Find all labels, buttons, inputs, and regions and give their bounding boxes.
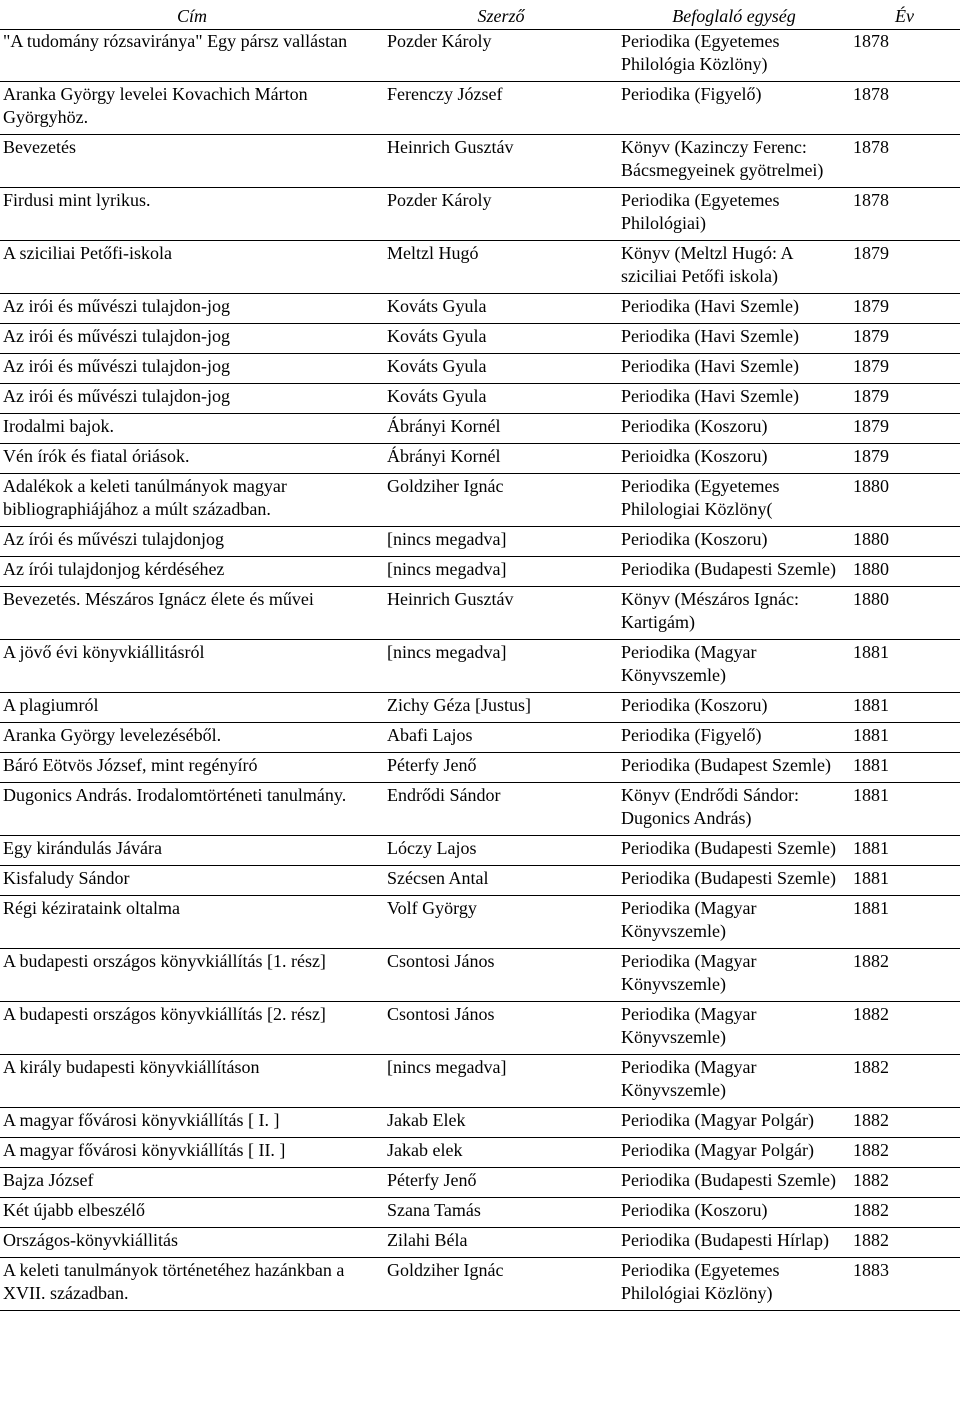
- cell-year: 1881: [850, 753, 960, 783]
- cell-container: Periodika (Magyar Könyvszemle): [618, 1002, 850, 1055]
- cell-year: 1880: [850, 474, 960, 527]
- cell-title: Bevezetés. Mészáros Ignácz élete és művei: [0, 587, 384, 640]
- cell-author: [nincs megadva]: [384, 1055, 618, 1108]
- table-row: [0, 324, 960, 354]
- cell-container: Periodika (Koszoru): [618, 527, 850, 557]
- table-row: [0, 1055, 960, 1108]
- table-row: [0, 1198, 960, 1228]
- cell-author: Zilahi Béla: [384, 1228, 618, 1258]
- table-row: [0, 753, 960, 783]
- bibliography-table: [0, 5, 960, 1311]
- cell-title: Régi kézirataink oltalma: [0, 896, 384, 949]
- cell-year: 1881: [850, 783, 960, 836]
- header-row: [0, 5, 960, 30]
- cell-container: Periodika (Egyetemes Philológiai Közlöny): [618, 1258, 850, 1311]
- cell-author: Péterfy Jenő: [384, 753, 618, 783]
- table-row: [0, 557, 960, 587]
- cell-author: Heinrich Gusztáv: [384, 587, 618, 640]
- cell-author: Csontosi János: [384, 1002, 618, 1055]
- cell-author: [nincs megadva]: [384, 557, 618, 587]
- cell-container: Periodika (Magyar Könyvszemle): [618, 640, 850, 693]
- cell-year: 1882: [850, 1138, 960, 1168]
- cell-author: Ábrányi Kornél: [384, 444, 618, 474]
- cell-year: 1882: [850, 1228, 960, 1258]
- table-body: [0, 30, 960, 1311]
- cell-author: Péterfy Jenő: [384, 1168, 618, 1198]
- cell-container: Periodika (Figyelő): [618, 723, 850, 753]
- cell-author: Kováts Gyula: [384, 384, 618, 414]
- table-row: [0, 1138, 960, 1168]
- cell-year: 1880: [850, 587, 960, 640]
- cell-title: Az írói és művészi tulajdonjog: [0, 527, 384, 557]
- cell-container: Könyv (Mészáros Ignác: Kartigám): [618, 587, 850, 640]
- cell-title: "A tudomány rózsavirányа" Egy pársz vallástan: [0, 30, 384, 82]
- table-row: [0, 82, 960, 135]
- table-row: [0, 188, 960, 241]
- cell-container: Periodika (Magyar Könyvszemle): [618, 896, 850, 949]
- cell-title: Két újabb elbeszélő: [0, 1198, 384, 1228]
- cell-author: Goldziher Ignác: [384, 1258, 618, 1311]
- cell-year: 1881: [850, 640, 960, 693]
- table-row: [0, 866, 960, 896]
- cell-container: Periodika (Koszoru): [618, 1198, 850, 1228]
- cell-year: 1881: [850, 866, 960, 896]
- cell-year: 1882: [850, 1055, 960, 1108]
- cell-author: Abafi Lajos: [384, 723, 618, 753]
- cell-title: Kisfaludy Sándor: [0, 866, 384, 896]
- cell-year: 1879: [850, 324, 960, 354]
- cell-container: Periodika (Budapesti Hírlap): [618, 1228, 850, 1258]
- cell-title: Országos-könyvkiállitás: [0, 1228, 384, 1258]
- cell-author: Csontosi János: [384, 949, 618, 1002]
- table-row: [0, 294, 960, 324]
- cell-container: Periodika (Koszoru): [618, 693, 850, 723]
- cell-title: Irodalmi bajok.: [0, 414, 384, 444]
- cell-container: Perioidka (Koszoru): [618, 444, 850, 474]
- table-row: [0, 1228, 960, 1258]
- cell-year: 1878: [850, 135, 960, 188]
- cell-container: Periodika (Budapesti Szemle): [618, 866, 850, 896]
- table-row: [0, 723, 960, 753]
- cell-year: 1879: [850, 294, 960, 324]
- cell-container: Periodika (Egyetemes Philológiai): [618, 188, 850, 241]
- cell-title: Aranka György levelezéséből.: [0, 723, 384, 753]
- cell-year: 1881: [850, 896, 960, 949]
- table-row: [0, 384, 960, 414]
- cell-container: Periodika (Budapesti Szemle): [618, 1168, 850, 1198]
- cell-year: 1879: [850, 444, 960, 474]
- cell-year: 1879: [850, 354, 960, 384]
- table-row: [0, 474, 960, 527]
- cell-container: Periodika (Budapesti Szemle): [618, 836, 850, 866]
- table-row: [0, 693, 960, 723]
- cell-title: Vén írók és fiatal óriások.: [0, 444, 384, 474]
- cell-title: A budapesti országos könyvkiállítás [2. rész]: [0, 1002, 384, 1055]
- header-year: Év: [850, 5, 960, 30]
- cell-container: Periodika (Magyar Polgár): [618, 1108, 850, 1138]
- cell-year: 1879: [850, 241, 960, 294]
- cell-year: 1879: [850, 414, 960, 444]
- table-row: [0, 896, 960, 949]
- cell-year: 1878: [850, 188, 960, 241]
- cell-title: Aranka György levelei Kovachich Márton Györgyhöz.: [0, 82, 384, 135]
- cell-author: Heinrich Gusztáv: [384, 135, 618, 188]
- cell-author: Szana Tamás: [384, 1198, 618, 1228]
- table-row: [0, 241, 960, 294]
- cell-year: 1881: [850, 723, 960, 753]
- table-row: [0, 1258, 960, 1311]
- table-row: [0, 783, 960, 836]
- cell-container: Periodika (Magyar Polgár): [618, 1138, 850, 1168]
- cell-author: [nincs megadva]: [384, 527, 618, 557]
- cell-container: Periodika (Budapesti Szemle): [618, 557, 850, 587]
- cell-year: 1882: [850, 1168, 960, 1198]
- cell-author: Pozder Károly: [384, 30, 618, 82]
- cell-author: Ábrányi Kornél: [384, 414, 618, 444]
- cell-author: [nincs megadva]: [384, 640, 618, 693]
- cell-container: Periodika (Magyar Könyvszemle): [618, 1055, 850, 1108]
- cell-container: Periodika (Havi Szemle): [618, 324, 850, 354]
- table-row: [0, 444, 960, 474]
- cell-title: A plagiumról: [0, 693, 384, 723]
- cell-container: Periodika (Egyetemes Philológia Közlöny): [618, 30, 850, 82]
- cell-author: Ferenczy József: [384, 82, 618, 135]
- cell-year: 1881: [850, 836, 960, 866]
- cell-year: 1878: [850, 30, 960, 82]
- cell-year: 1881: [850, 693, 960, 723]
- table-row: [0, 1168, 960, 1198]
- cell-title: A magyar fővárosi könyvkiállítás [ I. ]: [0, 1108, 384, 1138]
- cell-container: Periodika (Egyetemes Philologiai Közlöny(: [618, 474, 850, 527]
- cell-author: Szécsen Antal: [384, 866, 618, 896]
- cell-container: Könyv (Kazinczy Ferenc: Bácsmegyeinek gyötrelmei): [618, 135, 850, 188]
- cell-author: Kováts Gyula: [384, 324, 618, 354]
- cell-title: A király budapesti könyvkiállításon: [0, 1055, 384, 1108]
- cell-year: 1878: [850, 82, 960, 135]
- cell-year: 1882: [850, 1002, 960, 1055]
- header-container: Befoglaló egység: [618, 5, 850, 30]
- cell-author: Volf György: [384, 896, 618, 949]
- cell-container: Periodika (Magyar Könyvszemle): [618, 949, 850, 1002]
- cell-title: Az irói és művészi tulajdon-jog: [0, 294, 384, 324]
- cell-container: Periodika (Havi Szemle): [618, 384, 850, 414]
- table-row: [0, 30, 960, 82]
- cell-title: A sziciliai Petőfi-iskola: [0, 241, 384, 294]
- header-title: Cím: [0, 5, 384, 30]
- cell-title: A jövő évi könyvkiállitásról: [0, 640, 384, 693]
- cell-container: Könyv (Meltzl Hugó: A sziciliai Petőfi iskola): [618, 241, 850, 294]
- cell-year: 1882: [850, 1108, 960, 1138]
- cell-year: 1879: [850, 384, 960, 414]
- cell-container: Periodika (Havi Szemle): [618, 354, 850, 384]
- header-author: Szerző: [384, 5, 618, 30]
- table-row: [0, 527, 960, 557]
- cell-author: Kováts Gyula: [384, 354, 618, 384]
- cell-container: Könyv (Endrődi Sándor: Dugonics András): [618, 783, 850, 836]
- cell-author: Zichy Géza [Justus]: [384, 693, 618, 723]
- table-row: [0, 949, 960, 1002]
- cell-title: Az irói és művészi tulajdon-jog: [0, 354, 384, 384]
- table-row: [0, 836, 960, 866]
- cell-container: Periodika (Koszoru): [618, 414, 850, 444]
- cell-title: Dugonics András. Irodalomtörténeti tanulmány.: [0, 783, 384, 836]
- cell-title: Az írói tulajdonjog kérdéséhez: [0, 557, 384, 587]
- cell-title: Egy kirándulás Jávára: [0, 836, 384, 866]
- table-row: [0, 640, 960, 693]
- cell-year: 1883: [850, 1258, 960, 1311]
- cell-author: Meltzl Hugó: [384, 241, 618, 294]
- cell-title: Bajza József: [0, 1168, 384, 1198]
- table-row: [0, 354, 960, 384]
- cell-title: A magyar fővárosi könyvkiállítás [ II. ]: [0, 1138, 384, 1168]
- cell-title: Báró Eötvös József, mint regényíró: [0, 753, 384, 783]
- table-row: [0, 587, 960, 640]
- cell-author: Pozder Károly: [384, 188, 618, 241]
- cell-year: 1880: [850, 557, 960, 587]
- cell-title: Bevezetés: [0, 135, 384, 188]
- cell-author: Endrődi Sándor: [384, 783, 618, 836]
- cell-title: Firdusi mint lyrikus.: [0, 188, 384, 241]
- cell-title: A budapesti országos könyvkiállítás [1. rész]: [0, 949, 384, 1002]
- cell-title: Adalékok a keleti tanúlmányok magyar bibliographiájához a múlt században.: [0, 474, 384, 527]
- table-row: [0, 414, 960, 444]
- cell-author: Goldziher Ignác: [384, 474, 618, 527]
- cell-title: Az irói és művészi tulajdon-jog: [0, 324, 384, 354]
- cell-container: Periodika (Figyelő): [618, 82, 850, 135]
- cell-year: 1882: [850, 949, 960, 1002]
- table-row: [0, 1108, 960, 1138]
- cell-author: Kováts Gyula: [384, 294, 618, 324]
- cell-title: Az irói és művészi tulajdon-jog: [0, 384, 384, 414]
- cell-year: 1882: [850, 1198, 960, 1228]
- cell-year: 1880: [850, 527, 960, 557]
- cell-author: Jakab Elek: [384, 1108, 618, 1138]
- table-row: [0, 135, 960, 188]
- cell-container: Periodika (Havi Szemle): [618, 294, 850, 324]
- cell-author: Jakab elek: [384, 1138, 618, 1168]
- cell-author: Lóczy Lajos: [384, 836, 618, 866]
- table-row: [0, 1002, 960, 1055]
- cell-title: A keleti tanulmányok történetéhez hazánkban a XVII. században.: [0, 1258, 384, 1311]
- cell-container: Periodika (Budapest Szemle): [618, 753, 850, 783]
